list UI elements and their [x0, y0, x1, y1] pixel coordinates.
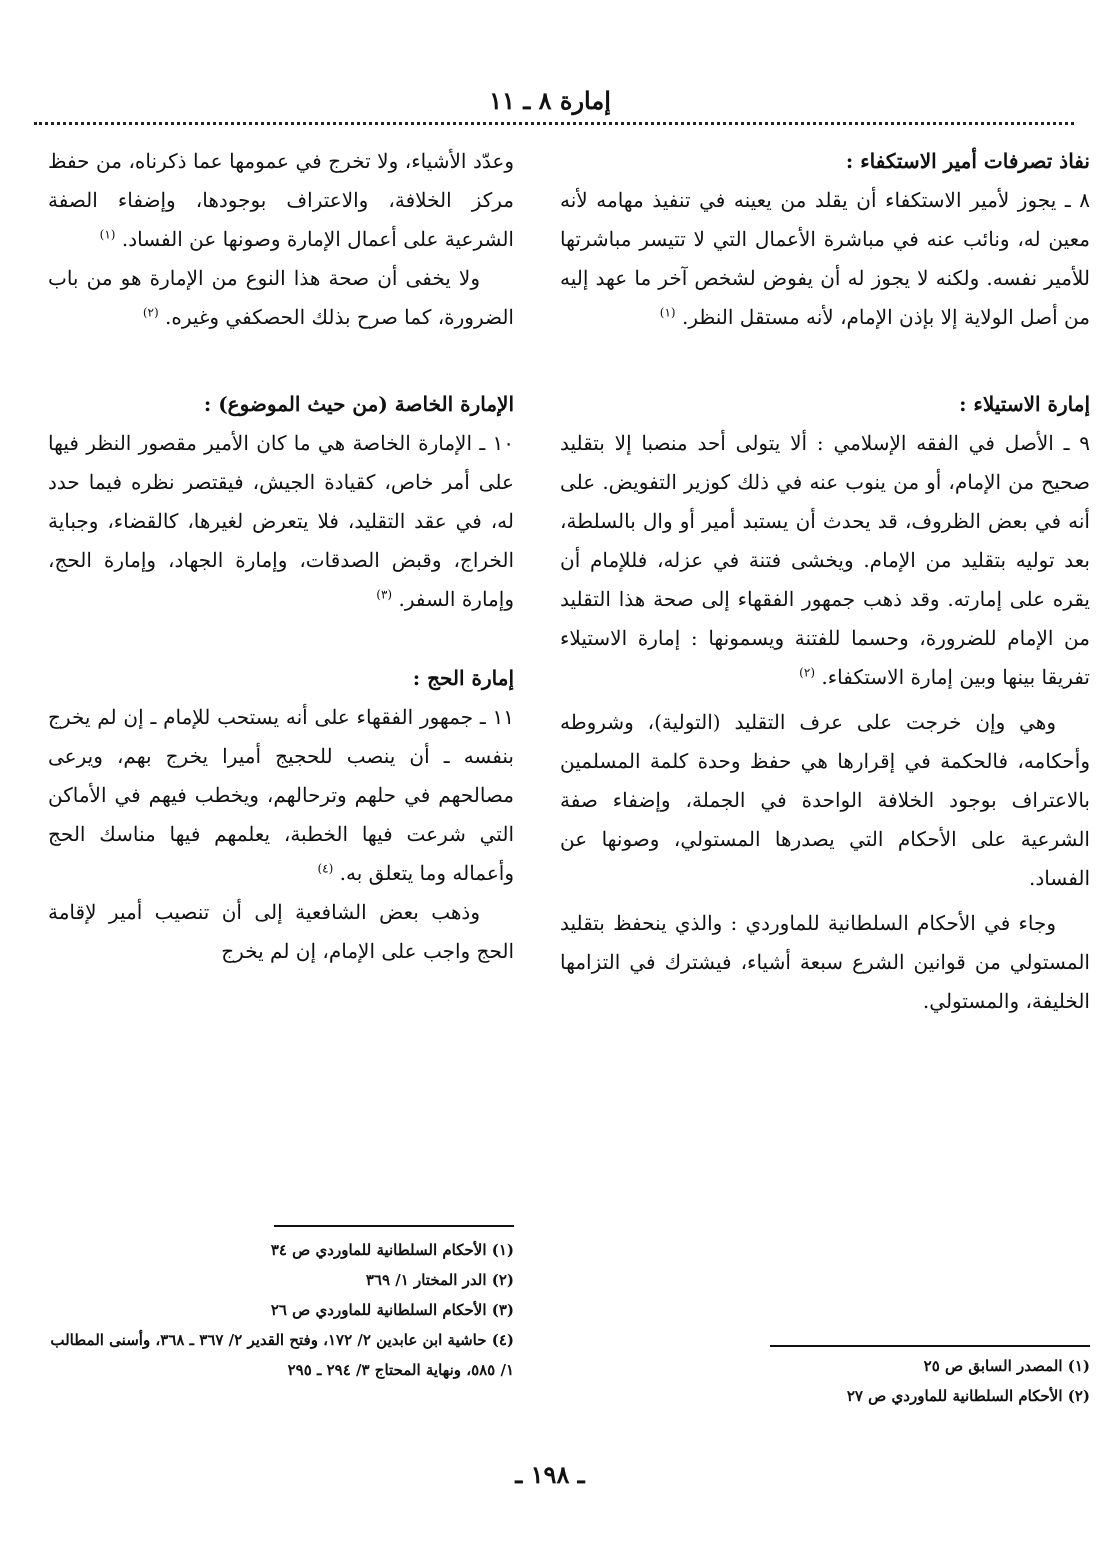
section-heading-khassa: الإمارة الخاصة (من حيث الموضوع) : — [203, 392, 514, 416]
paragraph-8 — [560, 181, 1090, 337]
footnote-item: (٤) حاشية ابن عابدين ٢/ ١٧٢، وفتح القدير ٢/ ٣٦٧ ـ ٣٦٨، وأسنى المطالب ١/ ٥٨٥، ونهاية المحتاج ٣/ ٢٩٤ ـ ٢٩٥ — [50, 1331, 514, 1379]
footnotes-left — [48, 1225, 514, 1385]
section-heading-istikfa: نفاذ تصرفات أمير الاستكفاء : — [845, 149, 1090, 173]
page-number: ـ ١٩٨ ـ — [515, 1460, 585, 1489]
footnote-ref: (١) — [99, 227, 116, 242]
footnote-item: (٢) الدر المختار ١/ ٣٦٩ — [365, 1271, 514, 1289]
paragraph-11 — [48, 698, 514, 893]
paragraph-9-text: ٩ ـ الأصل في الفقه الإسلامي : ألا يتولى أحد منصبا إلا بتقليد صحيح من الإمام، أو من ينوب عنه في ذلك كوزير التفويض. على أنه في بعض الظروف، قد يحدث أن يستبد أمير أو وال بالسلطة، بعد توليه بتقليد من الإمام. ويخشى فتنة في عزله، فللإمام أن يقره على إمارته. وقد ذهب جمهور الفقهاء إلى صحة هذا التقليد من الإمام للضرورة، وحسما للفتنة ويسمونها : إمارة الاستيلاء تفريقا بينها وبين إمارة الاستكفاء. — [560, 431, 1090, 689]
footnote-rule — [274, 1225, 514, 1227]
spacer — [560, 337, 1090, 385]
footnote-item: (٣) الأحكام السلطانية للماوردي ص ٢٦ — [270, 1301, 514, 1319]
paragraph-a-text: وعدّد الأشياء، ولا تخرج في عمومها عما ذكرناه، من حفظ مركز الخلافة، والاعتراف بوجودها، وإضفاء الصفة الشرعية على أعمال الإمارة وصونها عن الفساد. — [48, 149, 514, 251]
paragraph-b-text: ولا يخفى أن صحة هذا النوع من الإمارة هو من باب الضرورة، كما صرح بذلك الحصكفي وغيره. — [48, 266, 514, 329]
footnote-ref: (٢) — [799, 665, 815, 680]
footnote-rule — [770, 1345, 1090, 1347]
right-column — [560, 142, 1090, 1021]
paragraph-9 — [560, 424, 1090, 697]
header-dotted-rule — [34, 122, 1074, 125]
section-heading-hajj: إمارة الحج : — [412, 666, 514, 690]
spacer — [48, 619, 514, 659]
footnote-ref: (١) — [659, 305, 676, 320]
spacer — [48, 337, 514, 385]
paragraph-9b: وهي وإن خرجت على عرف التقليد (التولية)، وشروطه وأحكامه، فالحكمة في إقرارها هي حفظ وحدة كلمة المسلمين بالاعتراف بوجود الخلافة الواحدة في الجملة، وإضفاء صفة الشرعية على الأحكام التي يصدرها المستولي، وصونها عن الفساد. — [560, 710, 1090, 890]
paragraph-11b: وذهب بعض الشافعية إلى أن تنصيب أمير لإقامة الحج واجب على الإمام، إن لم يخرج — [48, 900, 514, 963]
paragraph-11-text: ١١ ـ جمهور الفقهاء على أنه يستحب للإمام ـ إن لم يخرج بنفسه ـ أن ينصب للحجيج أميرا يخرج بهم، ويرعى مصالحهم في حلهم وترحالهم، ويخطب فيهم في الأماكن التي شرعت فيها الخطبة، يعلمهم فيها مناسك الحج وأعماله وما يتعلق به. — [48, 705, 514, 885]
footnote-ref: (٣) — [376, 587, 393, 602]
footnote-item: (٢) الأحكام السلطانية للماوردي ص ٢٧ — [846, 1387, 1090, 1405]
left-column — [48, 142, 514, 971]
section-heading-istila: إمارة الاستيلاء : — [959, 392, 1090, 416]
footnote-ref: (٢) — [142, 305, 159, 320]
running-header: إمارة ٨ ـ ١١ — [489, 86, 611, 115]
paragraph-8-text: ٨ ـ يجوز لأمير الاستكفاء أن يقلد من يعينه في تنفيذ مهامه لأنه معين له، ونائب عنه في مباشرة الأعمال التي لا تتيسر مباشرتها للأمير نفسه. ولكنه لا يجوز له أن يفوض لشخص آخر ما عهد إليه من أصل الولاية إلا بإذن الإمام، لأنه مستقل النظر. — [560, 188, 1090, 329]
paragraph-9c: وجاء في الأحكام السلطانية للماوردي : والذي ينحفظ بتقليد المستولي من قوانين الشرع سبعة أشياء، فيشترك في التزامها الخليفة، والمستولي. — [560, 911, 1090, 1013]
footnote-item: (١) الأحكام السلطانية للماوردي ص ٣٤ — [270, 1241, 514, 1259]
footnotes-right — [760, 1345, 1090, 1411]
footnote-item: (١) المصدر السابق ص ٢٥ — [923, 1357, 1090, 1375]
paragraph-10 — [48, 424, 514, 619]
paragraph-10-text: ١٠ ـ الإمارة الخاصة هي ما كان الأمير مقصور النظر فيها على أمر خاص، كقيادة الجيش، فيقتصر نظره فيما حدد له، في عقد التقليد، فلا يتعرض لغيرها، كالقضاء، وجباية الخراج، وقبض الصدقات، وإمارة الجهاد، وإمارة الحج، وإمارة السفر. — [48, 431, 514, 611]
footnote-ref: (٤) — [317, 861, 334, 876]
paragraph-a — [48, 142, 514, 259]
paragraph-b — [48, 259, 514, 337]
